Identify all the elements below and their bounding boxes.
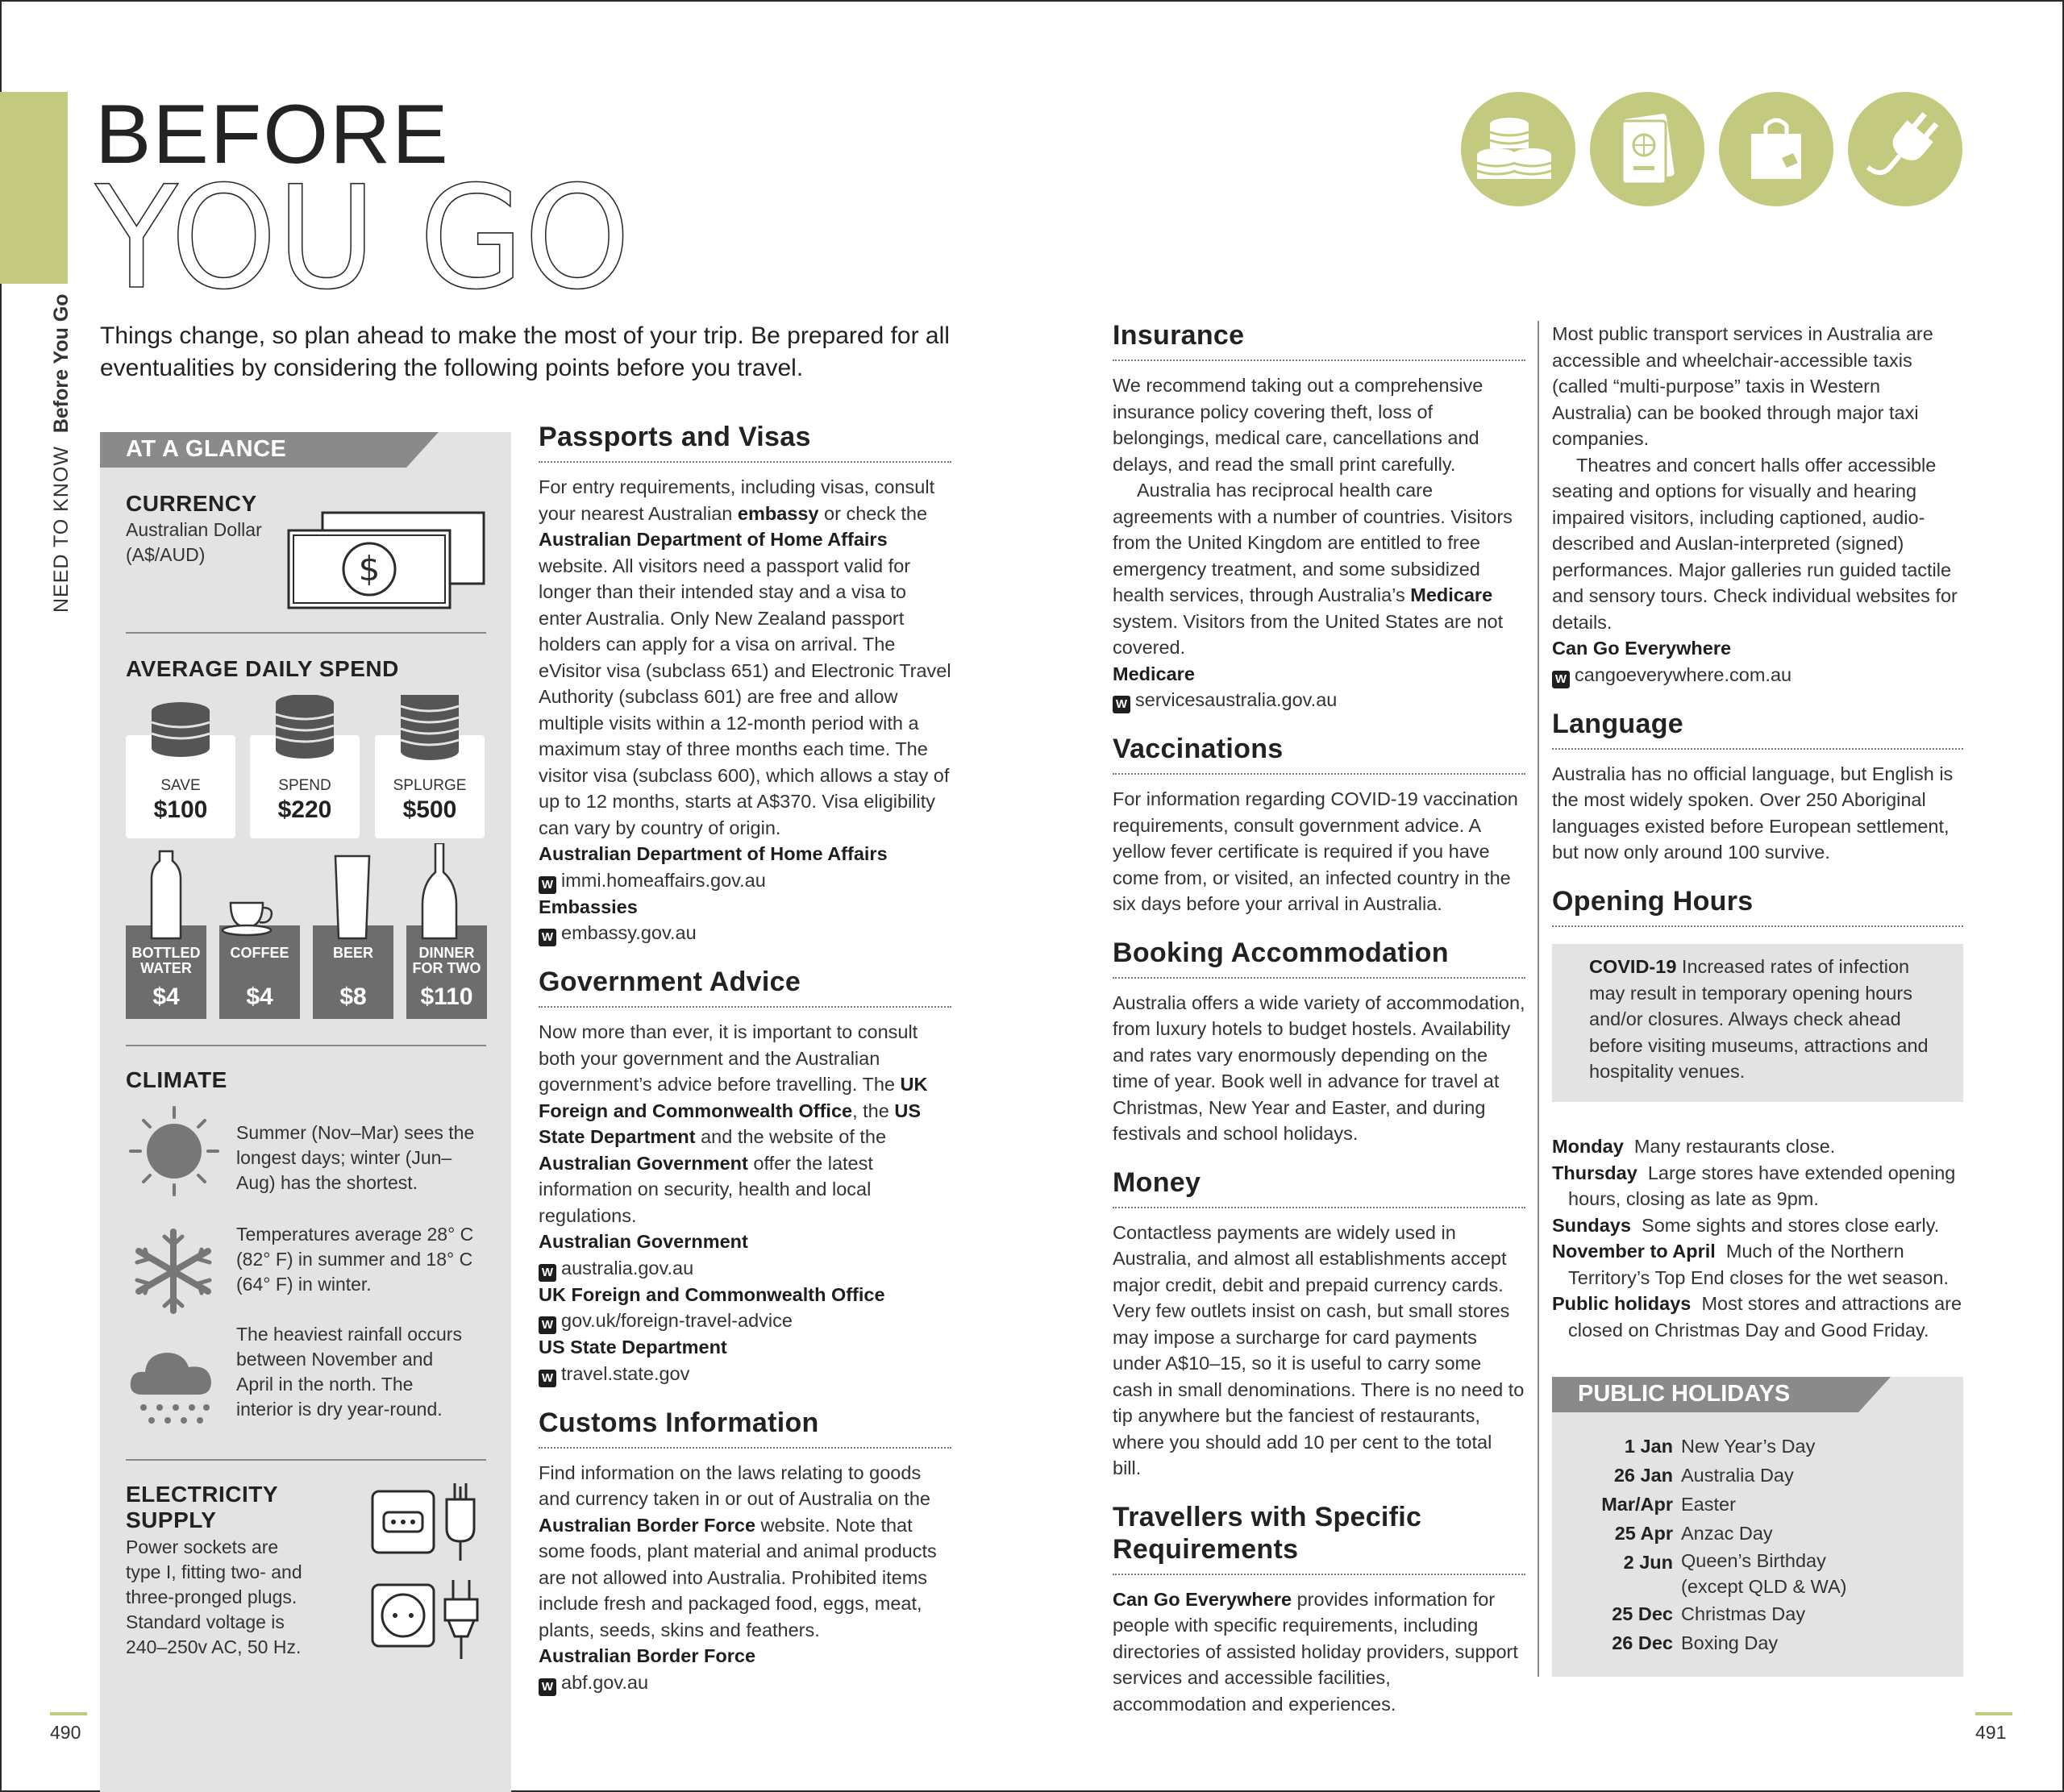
sun-icon [126, 1104, 223, 1201]
web-icon: W [539, 1316, 556, 1334]
page-number-right: 491 [1975, 1722, 2007, 1743]
travellers-link[interactable]: cangoeverywhere.com.au [1575, 663, 1792, 685]
divider [539, 461, 951, 463]
page-title-line1: BEFORE [95, 88, 450, 181]
spend-label: SPEND [278, 777, 331, 794]
customs-body: Find information on the laws relating to goods and currency taken in or out of Australia on the Australian Border Force website. Note that some foods, plant material and animal products are not allowed into Australia. Prohibited items include fresh and packaged food, eggs, meat, plants, seeds, skins and feathers. Australian Border Force W abf.gov.au [539, 1460, 951, 1696]
web-icon: W [539, 1370, 556, 1387]
electricity-text: Power sockets are type I, fitting two- and three-pronged plugs. Standard voltage is 240–250v AC, 50 Hz. [126, 1536, 302, 1657]
spend-value: $220 [277, 796, 332, 823]
drink-icons [126, 843, 489, 940]
section-tab [0, 92, 68, 284]
money-heading: Money [1113, 1166, 1201, 1198]
shopping-bag-icon [1719, 92, 1833, 206]
web-icon: W [539, 876, 556, 894]
booking-heading: Booking Accommodation [1113, 937, 1449, 968]
web-icon: W [539, 1264, 556, 1282]
intro-text: Things change, so plan ahead to make the most of your trip. Be prepared for all eventualities by considering the following points before you travel. [100, 322, 950, 381]
holiday-row: 26 Jan Australia Day [1613, 1465, 1794, 1486]
price-value: $8 [339, 983, 367, 1010]
section-name: Before You Go [50, 293, 73, 434]
price-badge-dinner: DINNER FOR TWO $110 [406, 925, 487, 1019]
divider [539, 1447, 951, 1449]
passports-link2[interactable]: embassy.gov.au [561, 922, 697, 943]
travellers-heading: Travellers with Specific Requirements [1113, 1501, 1422, 1565]
plug-icon [1848, 92, 1962, 206]
language-body: Australia has no official language, but English is the most widely spoken. Over 250 Aboriginal languages existed before European settlement, but now only around 100 survive. [1552, 763, 1954, 863]
column-divider [1538, 321, 1539, 1677]
divider [1113, 1574, 1525, 1575]
opening-day-row: Sundays Some sights and stores close early. [1552, 1214, 1940, 1236]
price-badge-water: BOTTLED WATER $4 [126, 925, 206, 1019]
opening-days [1552, 1133, 1963, 1343]
passports-link1[interactable]: immi.homeaffairs.gov.au [561, 869, 766, 891]
divider [1552, 748, 1963, 750]
title-line2-text: YOU GO [94, 179, 631, 300]
price-badge-coffee: COFFEE $4 [219, 925, 300, 1019]
page-title-line2 [94, 179, 642, 300]
column-3 [1113, 319, 1525, 1717]
divider [539, 1006, 951, 1008]
government-body: Now more than ever, it is important to consult both your government and the Australian government’s advice before travelling. The UK Foreign and Commonwealth Office, the US State Department and the website of the Australian Government offer the latest information on security, health and local regulations. Australian Government W australia.gov.au UK Foreign and Commonwealth Office W gov.uk/foreign-travel-advice US State Department W travel.state.gov [539, 1019, 951, 1387]
page-number-left: 490 [50, 1722, 81, 1743]
banknote-icon [282, 509, 492, 611]
passport-icon [1590, 92, 1704, 206]
divider [1113, 773, 1525, 775]
glance-heading-text: AT A GLANCE [126, 436, 287, 462]
divider [1113, 977, 1525, 979]
divider [1113, 1207, 1525, 1208]
booking-body: Australia offers a wide variety of accommodation, from luxury hotels to budget hostels. Availability and rates vary enormously depending on the time of year. Book well in advance for travel at Christmas, New Year and Easter, and during festivals and school holidays. [1113, 992, 1525, 1144]
insurance-body: We recommend taking out a comprehensive insurance policy covering theft, loss of belongings, medical care, cancellations and delays, and read the small print carefully. Australia has reciprocal health care agreements with a number of countries. Visitors from the United Kingdom are entitled to free emergency treatment, and some subsidized health services, through Australia’s Medicare system. Visitors from the United States are not covered. Medicare W servicesaustralia.gov.au [1113, 372, 1525, 713]
insurance-link[interactable]: servicesaustralia.gov.au [1135, 689, 1338, 710]
holiday-row: 25 Apr Anzac Day [1614, 1523, 1773, 1544]
covid-notice [1552, 944, 1963, 1102]
opening-heading: Opening Hours [1552, 885, 1754, 917]
wine-bottle-icon [422, 843, 456, 938]
divider [1552, 925, 1963, 927]
spend-heading: AVERAGE DAILY SPEND [126, 656, 399, 681]
section-label [44, 293, 84, 613]
spend-label: SAVE [160, 777, 201, 794]
price-badge-beer: BEER $8 [313, 925, 393, 1019]
passports-body: For entry requirements, including visas, consult your nearest Australian embassy or check the Australian Department of Home Affairs website. All visitors need a passport valid for longer than their intended stay and a visa to enter Australia. Only New Zealand passport holders can apply for a visa on arrival. The eVisitor visa (subclass 651) and Electronic Travel Authority (subclass 601) are free and allow multiple visits within a 12-month period with a maximum stay of three months each time. The visitor visa (subclass 600), which allows a stay of up to 12 months, starts at A$370. Visa eligibility can vary by country of origin. Australian Department of Home Affairs W immi.homeaffairs.gov.au Embassies W embassy.gov.au [539, 474, 951, 946]
currency-heading: CURRENCY [126, 491, 257, 516]
coin-stacks-icon [126, 695, 489, 775]
web-icon: W [539, 1678, 556, 1696]
currency-line2: (A$/AUD) [126, 544, 206, 565]
holiday-list [1552, 1432, 1963, 1674]
section-prefix: NEED TO KNOW [50, 446, 73, 613]
travellers-body-cont: Most public transport services in Australia are accessible and wheelchair-accessible taxis (called “multi-purpose” taxis in Western Australia) can be booked through major taxi companies. Theatres and concert halls offer accessible seating and options for visually and hearing impaired visitors, including captioned, audio-described and Auslan-interpreted (signed) performances. Major galleries run guided tactile and sensory tours. Check individual websites for details. Can Go Everywhere W cangoeverywhere.com.au [1552, 321, 1963, 688]
vaccinations-body: For information regarding COVID-19 vaccination requirements, consult government advice. A yellow fever certificate is required if you have come from, or visited, an infected country in the six days before your arrival in Australia. [1113, 788, 1518, 914]
water-bottle-icon [152, 851, 181, 938]
web-icon: W [539, 929, 556, 946]
holiday-row: 25 Dec Christmas Day [1612, 1603, 1806, 1624]
government-link1[interactable]: australia.gov.au [561, 1257, 694, 1279]
language-heading: Language [1552, 708, 1683, 739]
divider [126, 632, 486, 634]
electricity-heading: ELECTRICITY SUPPLY [126, 1482, 279, 1532]
divider [126, 1045, 486, 1046]
socket-plug-icons [368, 1480, 489, 1665]
column-2 [539, 421, 951, 1696]
web-icon: W [1113, 696, 1130, 713]
price-value: $4 [246, 983, 273, 1010]
opening-day-row: November to April Much of the Northern Territory’s Top End closes for the wet season. [1552, 1241, 1949, 1288]
coffee-cup-icon [231, 903, 263, 927]
page-number-rule [1975, 1712, 2012, 1715]
spend-tiers [126, 695, 489, 848]
coins-icon [1461, 92, 1575, 206]
spend-value: $100 [153, 796, 208, 823]
insurance-heading: Insurance [1113, 320, 1245, 351]
column-4 [1552, 321, 1963, 927]
web-icon: W [1552, 671, 1570, 688]
holiday-row: 2 Jun Queen’s Birthday (except QLD & WA) [1623, 1550, 1847, 1597]
customs-link[interactable]: abf.gov.au [561, 1671, 649, 1693]
snowflake-icon [129, 1227, 218, 1316]
climate-rain-text: The heaviest rainfall occurs between November and April in the north. The interior is dry year-round. [236, 1324, 462, 1420]
money-body: Contactless payments are widely used in Australia, and almost all establishments accept major credit, debit and prepaid currency cards. Very few outlets insist on cash, but small stores may impose a surcharge for card payments under A$10–15, so it is useful to carry some cash in small denominations. There is no need to tip anywhere but the fanciest of restaurants, where you should add 10 per cent to the total bill. [1113, 1221, 1525, 1478]
covid-text: COVID-19 Increased rates of infection may result in temporary opening hours and/or closures. Always check ahead before visiting museums, attractions and hospitality venues. [1589, 956, 1929, 1082]
price-value: $110 [420, 983, 473, 1010]
government-link3[interactable]: travel.state.gov [561, 1362, 690, 1384]
customs-heading: Customs Information [539, 1407, 819, 1438]
travellers-body: Can Go Everywhere provides information for people with specific requirements, including directories of assisted holiday providers, support services and accessible facilities, accommodation and experiences. [1113, 1588, 1518, 1715]
public-holidays-heading [1552, 1377, 1891, 1412]
rain-cloud-icon [127, 1340, 216, 1428]
public-holidays-heading-text: PUBLIC HOLIDAYS [1578, 1381, 1791, 1407]
government-heading: Government Advice [539, 967, 801, 997]
climate-heading: CLIMATE [126, 1067, 227, 1092]
beer-glass-icon [335, 856, 369, 938]
holiday-row: 26 Dec Boxing Day [1612, 1632, 1779, 1653]
price-value: $4 [152, 983, 180, 1010]
opening-day-row: Public holidays Most stores and attractions are closed on Christmas Day and Good Friday. [1552, 1293, 1962, 1341]
page-number-rule [50, 1712, 87, 1715]
climate-sun-text: Summer (Nov–Mar) sees the longest days; winter (Jun– Aug) has the shortest. [236, 1122, 475, 1193]
opening-day-row: Monday Many restaurants close. [1552, 1136, 1836, 1157]
spend-label: SPLURGE [393, 777, 467, 794]
vaccinations-heading: Vaccinations [1113, 734, 1284, 764]
holiday-row: 1 Jan New Year’s Day [1624, 1436, 1816, 1457]
opening-day-row: Thursday Large stores have extended opening hours, closing as late as 9pm. [1552, 1162, 1956, 1209]
spend-value: $500 [402, 796, 457, 823]
divider [126, 1459, 486, 1461]
svg-text:$: $ [358, 549, 381, 588]
divider [1113, 360, 1525, 361]
climate-temp-text: Temperatures average 28° C (82° F) in summer and 18° C (64° F) in winter. [236, 1224, 474, 1295]
holiday-row: Mar/Apr Easter [1601, 1494, 1736, 1515]
currency-line1: Australian Dollar [126, 519, 262, 540]
at-a-glance-heading [100, 432, 439, 468]
government-link2[interactable]: gov.uk/foreign-travel-advice [561, 1310, 793, 1331]
passports-heading: Passports and Visas [539, 422, 811, 452]
